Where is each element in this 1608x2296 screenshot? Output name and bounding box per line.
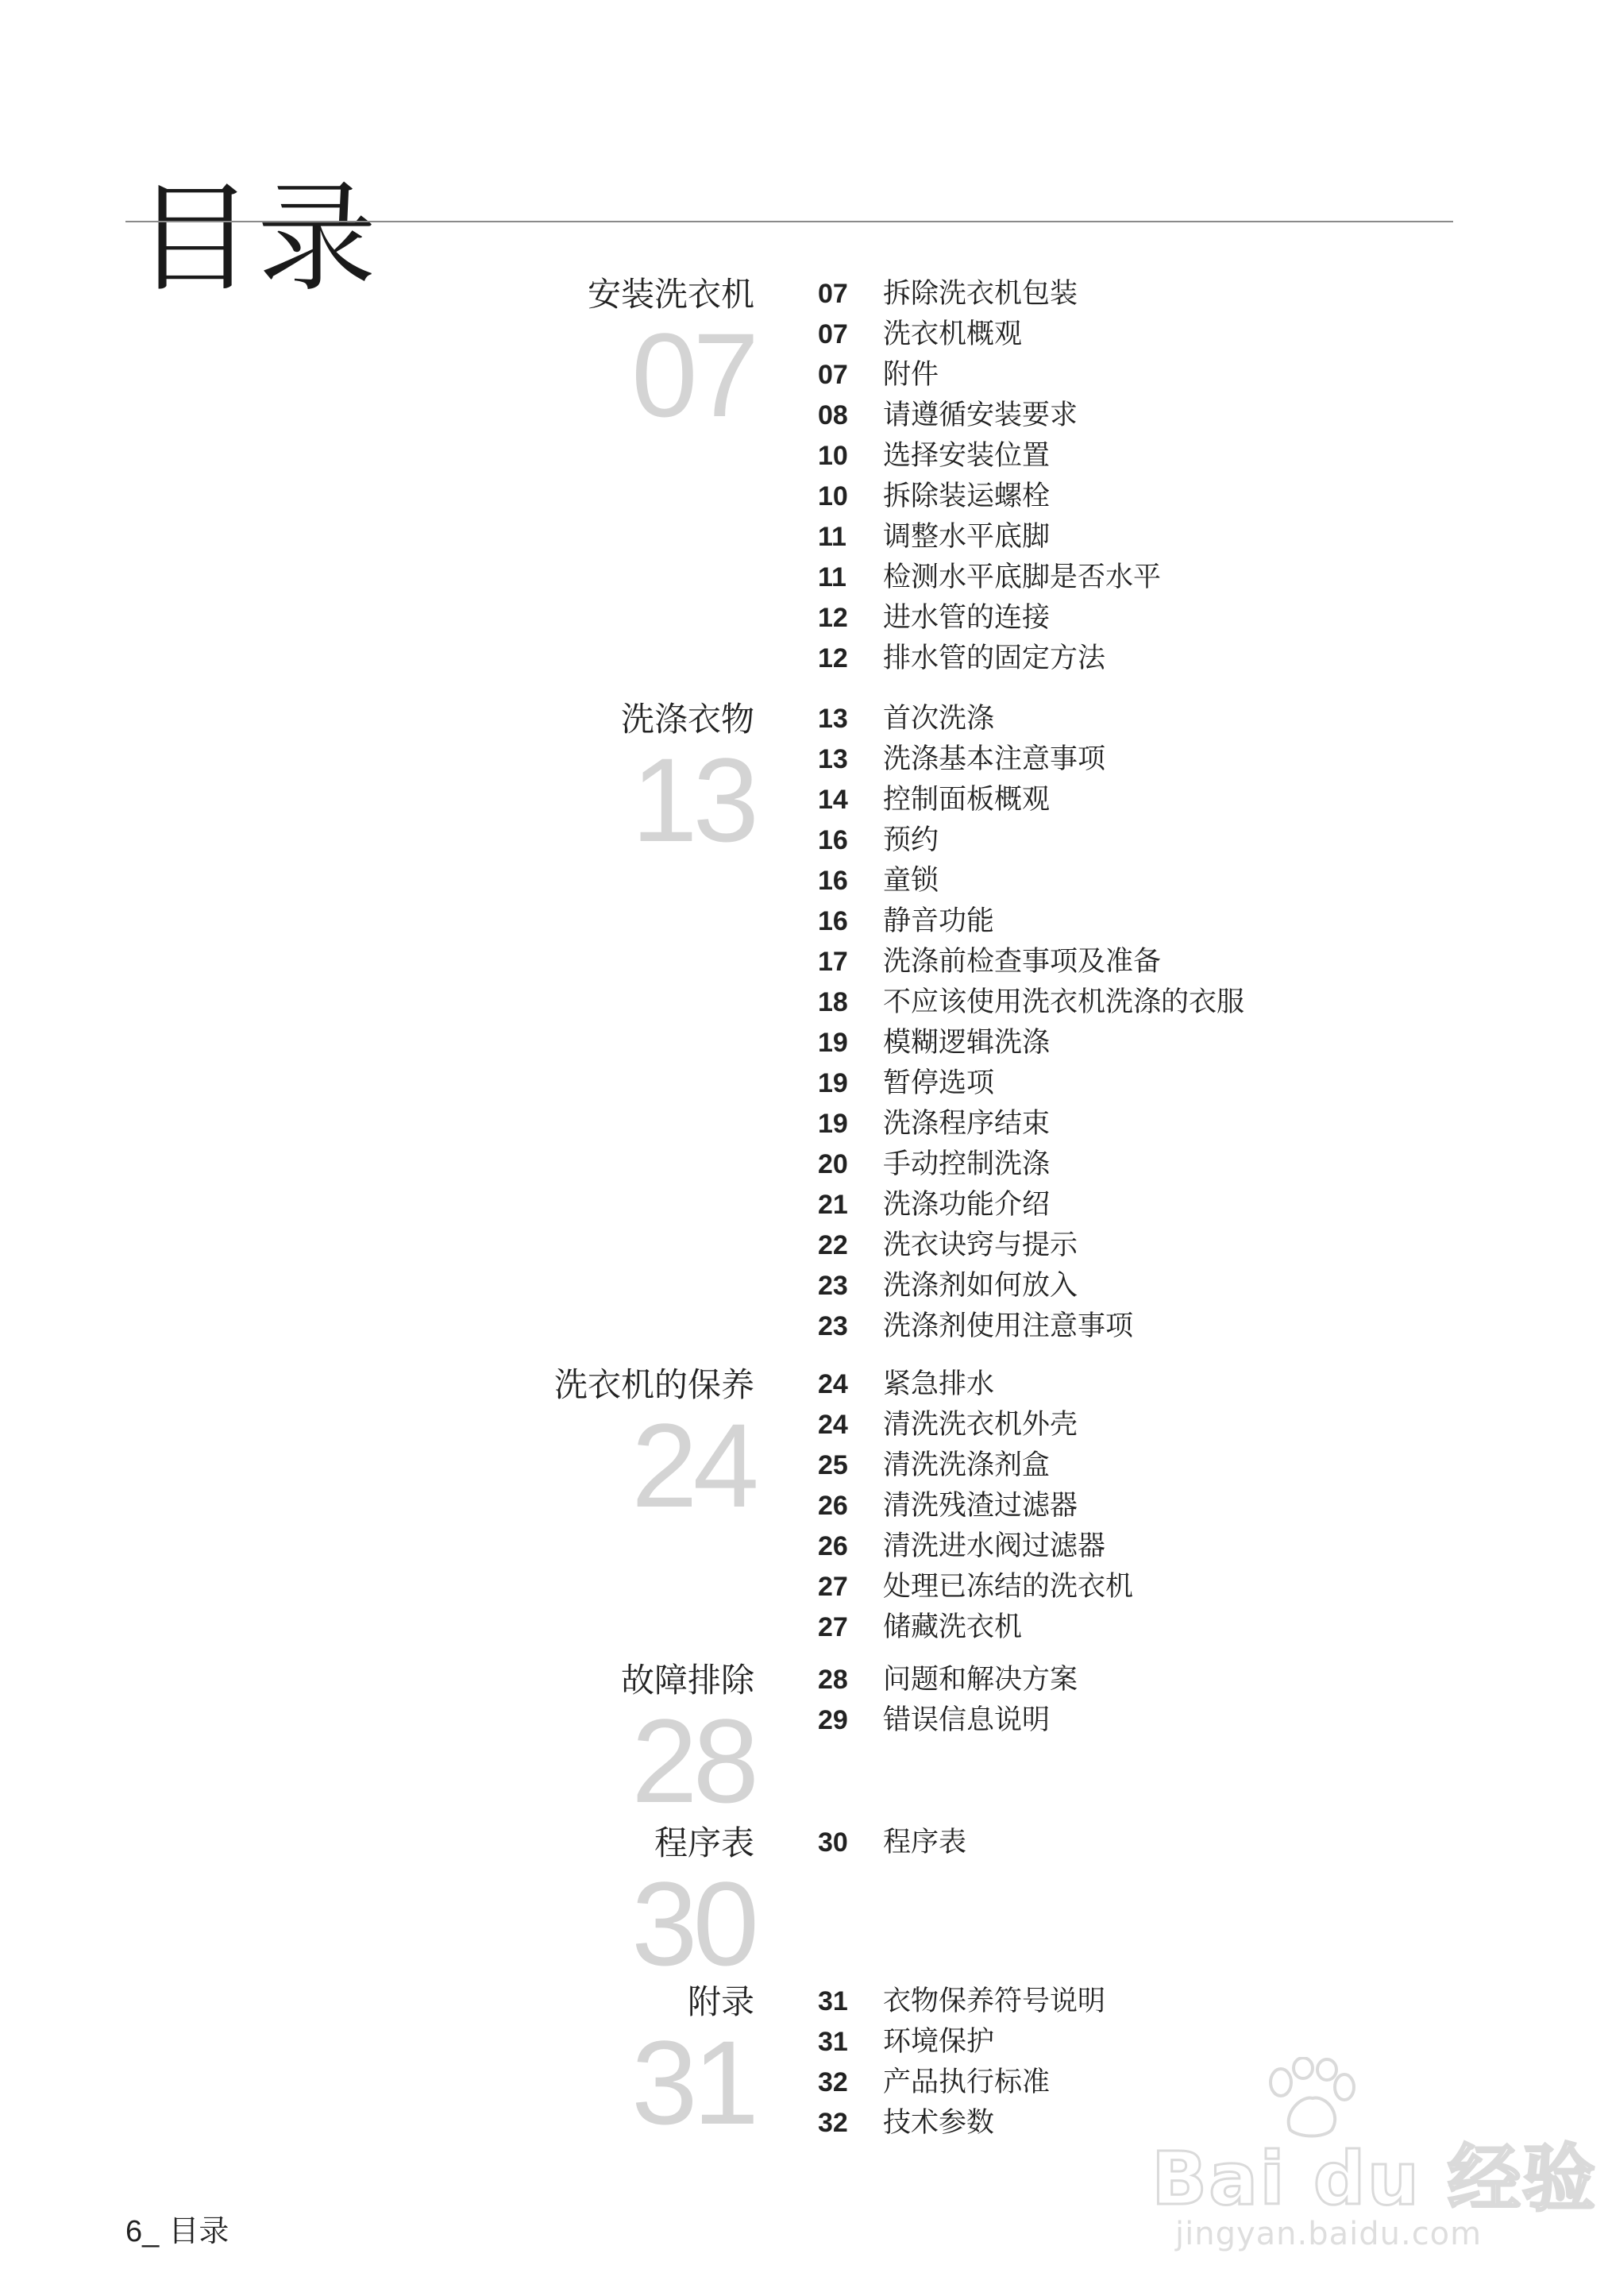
page-footer xyxy=(125,2206,229,2250)
entry-title: 洗衣诀窍与提示 xyxy=(883,1229,1078,1261)
entry-page-number: 19 xyxy=(818,1109,848,1139)
entry-page-number: 21 xyxy=(818,1190,848,1220)
section-title[interactable]: 洗衣机的保养 xyxy=(553,1365,754,1404)
toc-entry[interactable] xyxy=(818,1104,1244,1144)
entry-page-number: 20 xyxy=(818,1149,848,1179)
entry-page-number: 25 xyxy=(818,1450,848,1480)
entry-page-number: 32 xyxy=(818,2067,848,2097)
section-heading xyxy=(620,1660,754,1827)
baidu-jingyan-watermark xyxy=(1128,2065,1598,2255)
entry-title: 洗涤基本注意事项 xyxy=(883,743,1106,775)
toc-entry[interactable] xyxy=(818,314,1161,355)
toc-entry[interactable] xyxy=(818,598,1161,639)
toc-entry-list xyxy=(818,699,1244,1347)
entry-title: 排水管的固定方法 xyxy=(883,642,1106,674)
toc-entry-list xyxy=(818,1823,966,1863)
toc-entry[interactable] xyxy=(818,901,1244,942)
section-heading xyxy=(587,274,754,442)
entry-page-number: 22 xyxy=(818,1230,848,1260)
section-heading xyxy=(620,699,754,866)
entry-page-number: 11 xyxy=(818,562,846,592)
toc-entry[interactable] xyxy=(818,436,1161,477)
entry-title: 环境保护 xyxy=(883,2026,995,2058)
entry-title: 洗涤剂如何放入 xyxy=(883,1270,1078,1302)
entry-page-number: 11 xyxy=(818,522,846,552)
entry-title: 手动控制洗涤 xyxy=(883,1148,1051,1180)
entry-title: 问题和解决方案 xyxy=(883,1664,1078,1696)
toc-entry[interactable] xyxy=(818,1607,1133,1648)
entry-title: 调整水平底脚 xyxy=(883,521,1051,553)
entry-page-number: 26 xyxy=(818,1491,848,1521)
entry-title: 暂停选项 xyxy=(883,1067,995,1099)
toc-entry[interactable] xyxy=(818,477,1161,517)
entry-title: 衣物保养符号说明 xyxy=(883,1985,1106,2017)
entry-page-number: 24 xyxy=(818,1410,848,1440)
entry-title: 洗涤程序结束 xyxy=(883,1108,1051,1140)
entry-title: 洗涤剂使用注意事项 xyxy=(883,1310,1134,1342)
toc-entry[interactable] xyxy=(818,1023,1244,1063)
toc-entry[interactable] xyxy=(818,1567,1133,1607)
entry-page-number: 07 xyxy=(818,319,848,349)
section-title[interactable]: 安装洗衣机 xyxy=(587,275,754,314)
toc-entry[interactable] xyxy=(818,1144,1244,1185)
entry-page-number: 12 xyxy=(818,643,848,673)
section-number: 30 xyxy=(631,1857,754,1990)
entry-page-number: 23 xyxy=(818,1271,848,1301)
toc-entry[interactable] xyxy=(818,699,1244,739)
toc-entry[interactable] xyxy=(818,1445,1133,1486)
entry-title: 错误信息说明 xyxy=(883,1704,1051,1736)
toc-entry[interactable] xyxy=(818,1660,1078,1700)
toc-entry[interactable] xyxy=(818,2022,1105,2063)
section-title[interactable]: 程序表 xyxy=(654,1823,754,1862)
toc-entry-list xyxy=(818,1660,1078,1741)
section-title[interactable]: 洗涤衣物 xyxy=(620,700,754,739)
entry-page-number: 29 xyxy=(818,1705,848,1735)
toc-entry[interactable] xyxy=(818,1306,1244,1347)
section-title[interactable]: 故障排除 xyxy=(620,1661,754,1700)
entry-page-number: 19 xyxy=(818,1068,848,1098)
entry-title: 清洗进水阀过滤器 xyxy=(883,1530,1106,1562)
toc-entry[interactable] xyxy=(818,396,1161,436)
entry-title: 控制面板概观 xyxy=(883,784,1051,816)
entry-title: 不应该使用洗衣机洗涤的衣服 xyxy=(883,986,1245,1018)
entry-title: 清洗残渣过滤器 xyxy=(883,1490,1078,1522)
toc-entry[interactable] xyxy=(818,558,1161,598)
entry-title: 拆除洗衣机包装 xyxy=(883,278,1078,310)
toc-entry[interactable] xyxy=(818,1486,1133,1526)
entry-page-number: 27 xyxy=(818,1612,848,1642)
section-heading xyxy=(553,1364,754,1532)
entry-page-number: 32 xyxy=(818,2108,848,2138)
title-divider xyxy=(125,221,1453,222)
entry-page-number: 07 xyxy=(818,279,848,309)
entry-page-number: 13 xyxy=(818,704,848,734)
entry-page-number: 24 xyxy=(818,1369,848,1399)
page-title: 目录 xyxy=(135,169,380,308)
entry-page-number: 16 xyxy=(818,906,848,936)
footer-page-number: 6_ xyxy=(125,2215,160,2248)
toc-entry[interactable] xyxy=(818,2103,1105,2144)
entry-page-number: 13 xyxy=(818,744,848,774)
toc-entry[interactable] xyxy=(818,1225,1244,1266)
entry-title: 洗涤功能介绍 xyxy=(883,1189,1051,1221)
toc-entry[interactable] xyxy=(818,274,1161,314)
entry-title: 技术参数 xyxy=(883,2107,995,2139)
entry-page-number: 19 xyxy=(818,1028,848,1058)
entry-title: 清洗洗衣机外壳 xyxy=(883,1409,1078,1441)
toc-entry[interactable] xyxy=(818,1266,1244,1306)
entry-title: 静音功能 xyxy=(883,905,995,937)
entry-title: 处理已冻结的洗衣机 xyxy=(883,1571,1134,1603)
entry-title: 选择安装位置 xyxy=(883,440,1051,472)
section-number: 13 xyxy=(631,733,754,866)
entry-page-number: 08 xyxy=(818,400,848,430)
entry-page-number: 26 xyxy=(818,1531,848,1561)
entry-title: 模糊逻辑洗涤 xyxy=(883,1027,1051,1059)
entry-title: 程序表 xyxy=(883,1827,967,1858)
section-heading xyxy=(631,1823,754,1990)
entry-title: 储藏洗衣机 xyxy=(883,1611,1023,1643)
entry-title: 检测水平底脚是否水平 xyxy=(883,561,1162,593)
entry-page-number: 16 xyxy=(818,866,848,896)
toc-entry[interactable] xyxy=(818,639,1161,679)
toc-entry[interactable] xyxy=(818,1982,1105,2022)
watermark-logo: Bai du 经验 xyxy=(1151,2136,1598,2221)
entry-title: 洗衣机概观 xyxy=(883,318,1023,350)
entry-page-number: 10 xyxy=(818,441,848,471)
footer-label: 目录 xyxy=(168,2213,229,2248)
entry-page-number: 31 xyxy=(818,1986,848,2016)
toc-entry-list xyxy=(818,1364,1133,1648)
entry-title: 拆除装运螺栓 xyxy=(883,480,1051,512)
entry-page-number: 12 xyxy=(818,603,848,633)
entry-page-number: 17 xyxy=(818,947,848,977)
section-title[interactable]: 附录 xyxy=(687,1982,754,2021)
watermark-url: jingyan.baidu.com xyxy=(1175,2216,1483,2252)
toc-entry[interactable] xyxy=(818,517,1161,558)
entry-title: 紧急排水 xyxy=(883,1368,995,1400)
toc-entry[interactable] xyxy=(818,2063,1105,2103)
section-number: 24 xyxy=(631,1399,754,1532)
toc-entry[interactable] xyxy=(818,1364,1133,1405)
entry-title: 产品执行标准 xyxy=(883,2066,1051,2098)
toc-entry[interactable] xyxy=(818,1700,1078,1741)
entry-page-number: 23 xyxy=(818,1311,848,1341)
toc-entry[interactable] xyxy=(818,942,1244,982)
entry-title: 进水管的连接 xyxy=(883,602,1051,634)
entry-page-number: 10 xyxy=(818,481,848,511)
entry-page-number: 30 xyxy=(818,1827,848,1858)
entry-page-number: 28 xyxy=(818,1665,848,1695)
toc-entry[interactable] xyxy=(818,982,1244,1023)
toc-entry-list xyxy=(818,274,1161,679)
section-heading xyxy=(631,1982,754,2149)
entry-title: 洗涤前检查事项及准备 xyxy=(883,946,1162,978)
toc-entry[interactable] xyxy=(818,1185,1244,1225)
entry-page-number: 14 xyxy=(818,785,848,815)
section-number: 07 xyxy=(631,308,754,442)
entry-title: 附件 xyxy=(883,359,939,391)
entry-page-number: 31 xyxy=(818,2027,848,2057)
entry-title: 童锁 xyxy=(883,865,939,897)
toc-entry[interactable] xyxy=(818,1823,966,1863)
entry-title: 清洗洗涤剂盒 xyxy=(883,1449,1051,1481)
entry-title: 请遵循安装要求 xyxy=(883,399,1078,431)
entry-page-number: 18 xyxy=(818,987,848,1017)
section-number: 28 xyxy=(631,1694,754,1827)
entry-page-number: 16 xyxy=(818,825,848,855)
toc-entry[interactable] xyxy=(818,1063,1244,1104)
toc-entry[interactable] xyxy=(818,355,1161,396)
toc-entry[interactable] xyxy=(818,1405,1133,1445)
toc-entry[interactable] xyxy=(818,820,1244,861)
entry-title: 首次洗涤 xyxy=(883,703,995,735)
toc-entry[interactable] xyxy=(818,1526,1133,1567)
toc-entry-list xyxy=(818,1982,1105,2144)
entry-title: 预约 xyxy=(883,824,939,856)
entry-page-number: 07 xyxy=(818,360,848,390)
entry-page-number: 27 xyxy=(818,1572,848,1602)
toc-entry[interactable] xyxy=(818,780,1244,820)
section-number: 31 xyxy=(631,2016,754,2149)
toc-entry[interactable] xyxy=(818,861,1244,901)
toc-entry[interactable] xyxy=(818,739,1244,780)
